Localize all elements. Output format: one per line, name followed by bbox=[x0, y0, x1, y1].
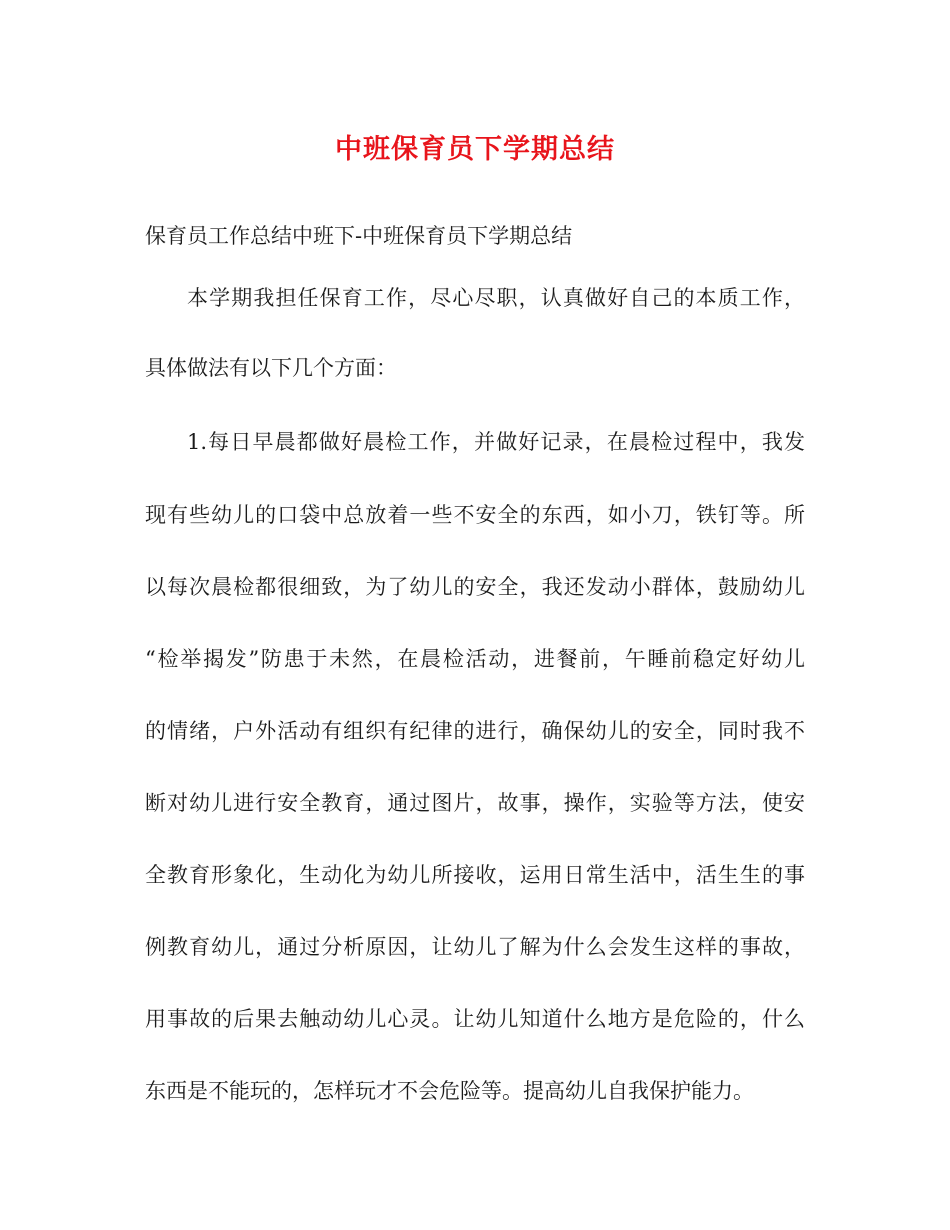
paragraph-line: 例教育幼儿，通过分析原因，让幼儿了解为什么会发生这样的事故， bbox=[145, 935, 805, 959]
paragraph-line: 现有些幼儿的口袋中总放着一些不安全的东西，如小刀，铁钉等。所 bbox=[145, 503, 805, 527]
paragraph-line: 具体做法有以下几个方面： bbox=[145, 356, 397, 380]
paragraph-line: 全教育形象化，生动化为幼儿所接收，运用日常生活中，活生生的事 bbox=[145, 863, 805, 887]
paragraph-line: “检举揭发”防患于未然，在晨检活动，进餐前，午睡前稳定好幼儿 bbox=[145, 647, 805, 671]
document-title: 中班保育员下学期总结 bbox=[335, 134, 615, 165]
paragraph-line: 用事故的后果去触动幼儿心灵。让幼儿知道什么地方是危险的，什么 bbox=[145, 1007, 805, 1031]
paragraph-line: 以每次晨检都很细致，为了幼儿的安全，我还发动小群体，鼓励幼儿 bbox=[145, 575, 805, 599]
paragraph-line: 断对幼儿进行安全教育，通过图片，故事，操作，实验等方法，使安 bbox=[145, 791, 805, 815]
paragraph-line: 本学期我担任保育工作，尽心尽职，认真做好自己的本质工作， bbox=[187, 286, 805, 310]
paragraph-line: 东西是不能玩的，怎样玩才不会危险等。提高幼儿自我保护能力。 bbox=[145, 1079, 754, 1103]
paragraph-line: 1.每日早晨都做好晨检工作，并做好记录，在晨检过程中，我发 bbox=[187, 430, 805, 454]
document-subtitle: 保育员工作总结中班下-中班保育员下学期总结 bbox=[145, 224, 573, 248]
paragraph-line: 的情绪，户外活动有组织有纪律的进行，确保幼儿的安全，同时我不 bbox=[145, 719, 805, 743]
